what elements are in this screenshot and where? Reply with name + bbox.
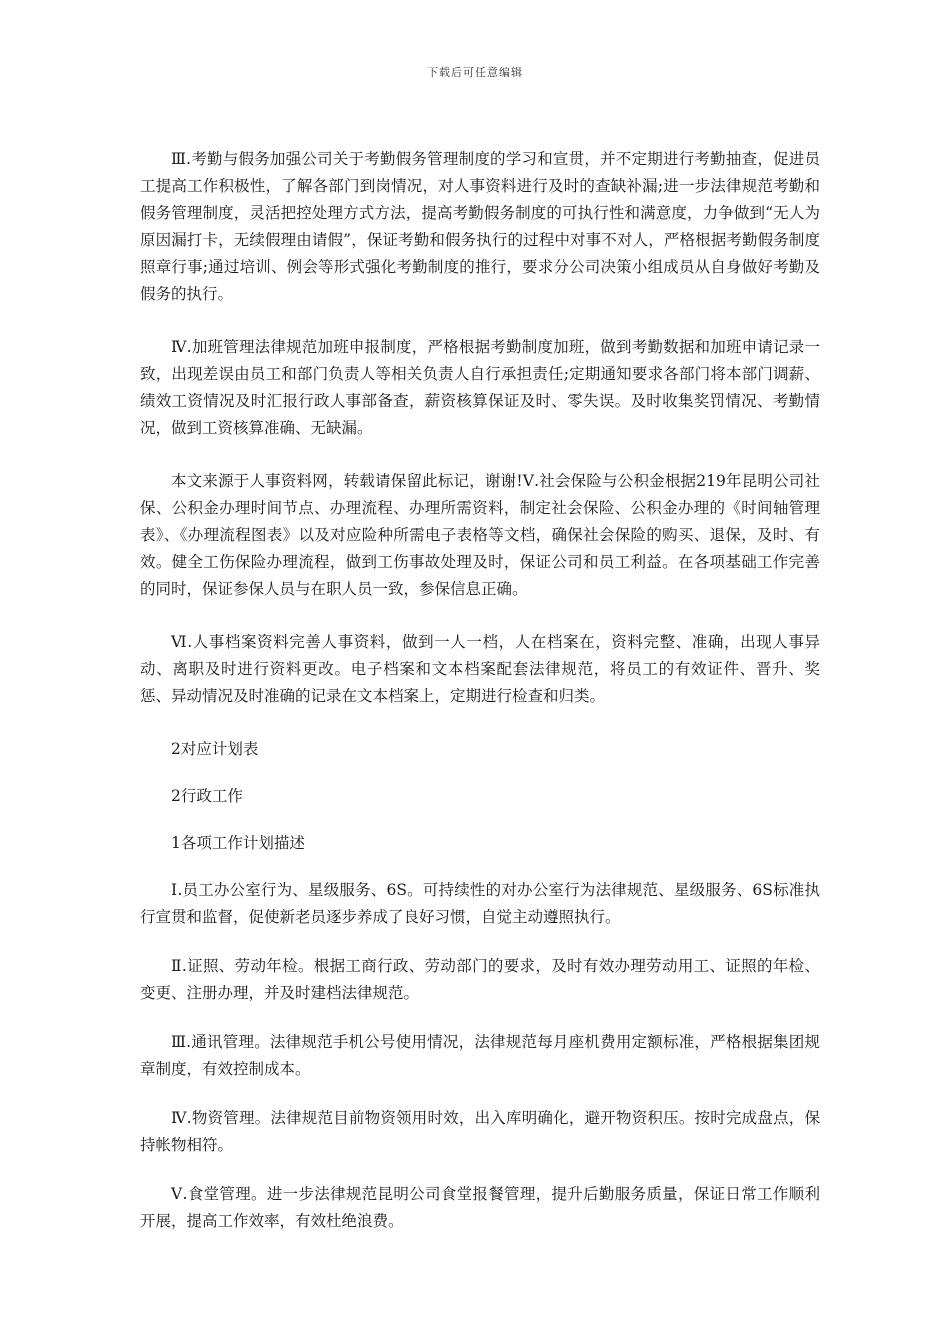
- paragraph-personnel-files: Ⅵ.人事档案资料完善人事资料，做到一人一档，人在档案在，资料完整、准确，出现人事异动、离职及时进行资料更改。电子档案和文本档案配套法律规范，将员工的有效证件、晋升、奖惩、异动情况及时准确的记录在文本档案上，定期进行检查和归类。: [140, 633, 820, 705]
- paragraph-overtime: Ⅳ.加班管理法律规范加班申报制度，严格根据考勤制度加班，做到考勤数据和加班申请记录一致，出现差误由员工和部门负责人等相关负责人自行承担责任;定期通知要求各部门将本部门调薪、绩效工资情况及时汇报行政人事部备查，薪资核算保证及时、零失误。及时收集奖罚情况、考勤情况，做到工资核算准确、无缺漏。: [140, 338, 820, 437]
- paragraph-attendance: Ⅲ.考勤与假务加强公司关于考勤假务管理制度的学习和宣贯，并不定期进行考勤抽查，促进员工提高工作积极性，了解各部门到岗情况，对人事资料进行及时的查缺补漏;进一步法律规范考勤和假务管理制度，灵活把控处理方式方法，提高考勤假务制度的可执行性和满意度，力争做到“无人为原因漏打卡，无续假理由请假”，保证考勤和假务执行的过程中对事不对人，严格根据考勤假务制度照章行事;通过培训、例会等形式强化考勤制度的推行，要求分公司决策小组成员从自身做好考勤及假务的执行。: [140, 150, 820, 303]
- paragraph-communication: Ⅲ.通讯管理。法律规范手机公号使用情况，法律规范每月座机费用定额标准，严格根据集团规章制度，有效控制成本。: [140, 1033, 820, 1078]
- page-header: 下载后可任意编辑: [427, 66, 523, 79]
- document-body: [140, 146, 820, 1257]
- paragraph-office-behavior: Ⅰ.员工办公室行为、星级服务、6S。可持续性的对办公室行为法律规范、星级服务、6S标准执行宣贯和监督，促使新老员逐步养成了良好习惯，自觉主动遵照执行。: [140, 881, 820, 926]
- paragraph-social-insurance: 本文来源于人事资料网，转载请保留此标记，谢谢!Ⅴ.社会保险与公积金根据219年昆明公司社保、公积金办理时间节点、办理流程、办理所需资料，制定社会保险、公积金办理的《时间轴管理表》、《办理流程图表》以及对应险种所需电子表格等文档，确保社会保险的购买、退保，及时、有效。健全工伤保险办理流程，做到工伤事故处理及时，保证公司和员工利益。在各项基础工作完善的同时，保证参保人员与在职人员一致，参保信息正确。: [140, 472, 820, 598]
- paragraph-canteen: Ⅴ.食堂管理。进一步法律规范昆明公司食堂报餐管理，提升后勤服务质量，保证日常工作顺利开展，提高工作效率，有效杜绝浪费。: [140, 1185, 820, 1230]
- paragraph-materials: Ⅳ.物资管理。法律规范目前物资领用时效，出入库明确化，避开物资积压。按时完成盘点，保持帐物相符。: [140, 1109, 820, 1154]
- heading-admin-work: 2行政工作: [171, 787, 243, 805]
- paragraph-license-inspection: Ⅱ.证照、劳动年检。根据工商行政、劳动部门的要求，及时有效办理劳动用工、证照的年检、变更、注册办理，并及时建档法律规范。: [140, 957, 820, 1002]
- heading-work-plan: 1各项工作计划描述: [171, 834, 305, 852]
- heading-plan-table: 2对应计划表: [171, 740, 259, 758]
